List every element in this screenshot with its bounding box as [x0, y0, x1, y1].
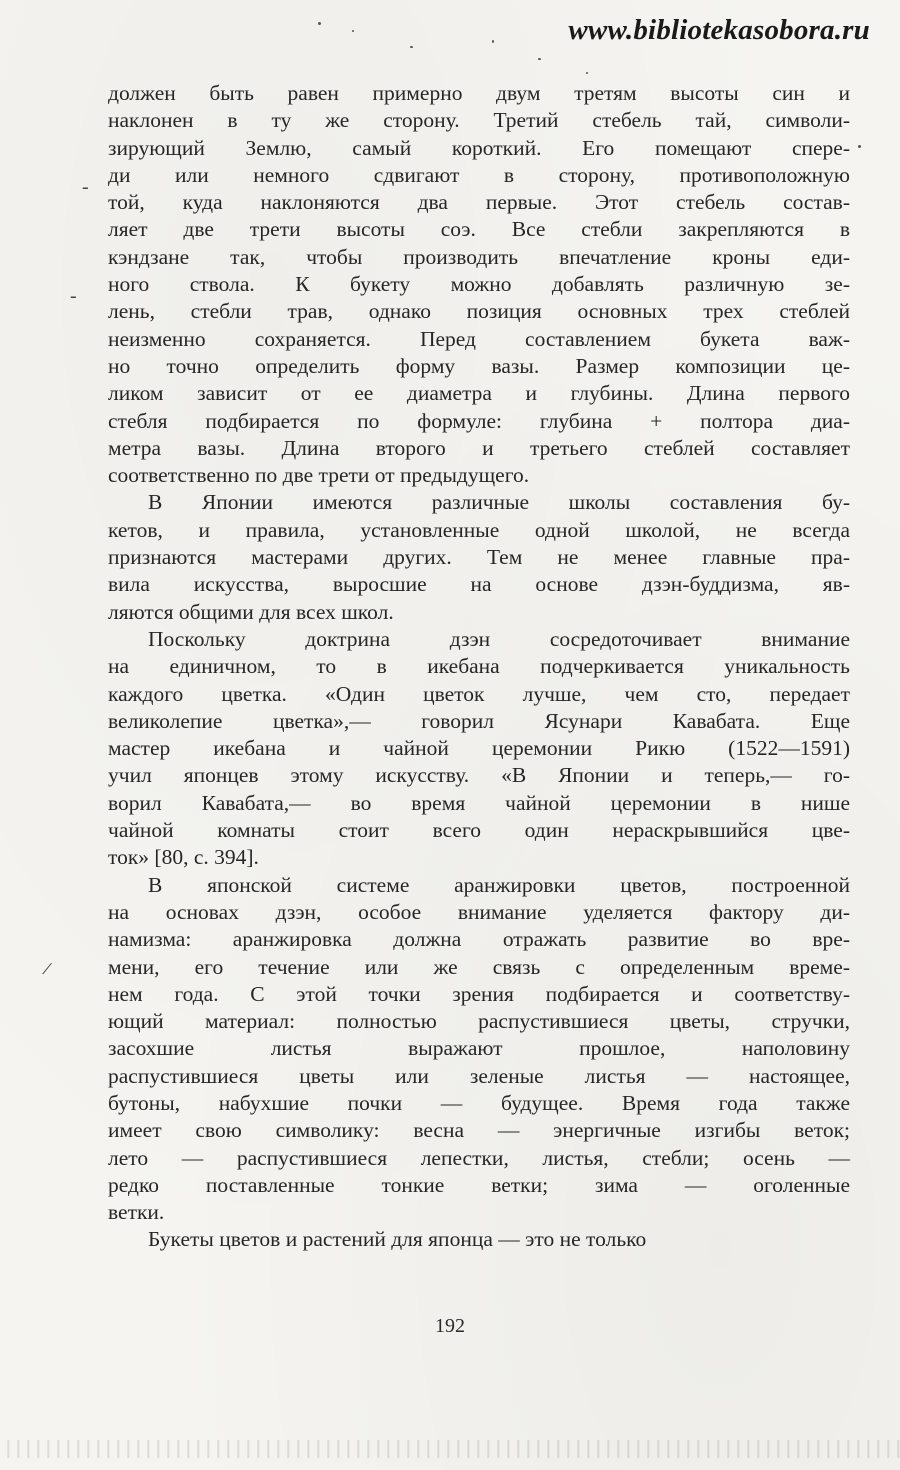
text-line: зирующий Землю, самый короткий. Его помещают спере-	[108, 135, 850, 160]
text-line: бутоны, набухшие почки — будущее. Время года также	[108, 1090, 850, 1115]
paragraph	[108, 80, 850, 489]
text-line: но точно определить форму вазы. Размер композиции це-	[108, 353, 850, 378]
text-line: Поскольку доктрина дзэн сосредоточивает внимание	[148, 626, 850, 651]
text-line: ди или немного сдвигают в сторону, противоположную	[108, 162, 850, 187]
site-watermark: www.bibliotekasobora.ru	[568, 14, 870, 46]
text-line: соответственно по две трети от предыдущего.	[108, 463, 530, 488]
text-line: каждого цветка. «Один цветок лучше, чем сто, передает	[108, 681, 850, 706]
text-line: ток» [80, с. 394].	[108, 845, 259, 870]
body-text	[108, 80, 850, 1254]
text-line: той, куда наклоняются два первые. Этот стебель состав-	[108, 190, 850, 215]
text-line: ного ствола. К букету можно добавлять различную зе-	[108, 272, 850, 297]
text-line: ворил Кавабата,— во время чайной церемонии в нише	[108, 790, 850, 815]
text-line: стебля подбирается по формуле: глубина + полтора диа-	[108, 408, 850, 433]
scan-speck	[858, 145, 861, 148]
text-line: имеет свою символику: весна — энергичные изгибы веток;	[108, 1118, 850, 1143]
text-line: на единичном, то в икебана подчеркивается уникальность	[108, 654, 850, 679]
text-line: ветки.	[108, 1200, 165, 1225]
text-line: В Японии имеются различные школы составления бу-	[148, 490, 850, 515]
paragraph	[108, 489, 850, 625]
text-line: мастер икебана и чайной церемонии Рикю (1522—1591)	[108, 736, 850, 761]
text-line: намизма: аранжировка должна отражать развитие во вре-	[108, 927, 850, 952]
text-line: засохшие листья выражают прошлое, наполовину	[108, 1036, 850, 1061]
text-line: на основах дзэн, особое внимание уделяется фактору ди-	[108, 899, 850, 924]
text-line: В японской системе аранжировки цветов, построенной	[148, 872, 850, 897]
text-line: нем года. С этой точки зрения подбирается и соответству-	[108, 981, 850, 1006]
text-line: распустившиеся цветы или зеленые листья — настоящее,	[108, 1063, 850, 1088]
text-line: неизменно сохраняется. Перед составлением букета важ-	[108, 326, 850, 351]
text-line: метра вазы. Длина второго и третьего стеблей составляет	[108, 435, 850, 460]
scan-speck	[410, 46, 413, 48]
margin-dash-mark: -	[70, 285, 77, 307]
paragraph	[108, 626, 850, 872]
paragraph	[108, 1226, 850, 1253]
page-number: 192	[435, 1315, 465, 1337]
scan-speck	[352, 30, 354, 32]
text-line: ликом зависит от ее диаметра и глубины. Длина первого	[108, 381, 850, 406]
text-line: должен быть равен примерно двум третям высоты син и	[108, 81, 850, 105]
text-line: кэндзане так, чтобы производить впечатление кроны еди-	[108, 244, 850, 269]
text-line: Букеты цветов и растений для японца — это не только	[148, 1227, 647, 1252]
text-line: чайной комнаты стоит всего один нераскрывшийся цве-	[108, 818, 850, 843]
paragraph	[108, 872, 850, 1227]
margin-tick-mark: /	[40, 957, 54, 981]
scan-edge-noise	[0, 1440, 900, 1458]
text-line: учил японцев этому искусству. «В Японии и теперь,— го-	[108, 763, 850, 788]
scan-speck	[492, 40, 494, 43]
text-line: мени, его течение или же связь с определенным време-	[108, 954, 850, 979]
text-line: наклонен в ту же сторону. Третий стебель тай, символи-	[108, 108, 850, 133]
text-line: вила искусства, выросшие на основе дзэн-буддизма, яв-	[108, 572, 850, 597]
text-line: ляются общими для всех школ.	[108, 599, 394, 624]
text-line: кетов, и правила, установленные одной школой, не всегда	[108, 517, 850, 542]
text-line: признаются мастерами других. Тем не менее главные пра-	[108, 545, 850, 570]
text-line: ющий материал: полностью распустившиеся цветы, стручки,	[108, 1009, 850, 1034]
scan-speck	[586, 72, 588, 74]
text-line: лето — распустившиеся лепестки, листья, стебли; осень —	[108, 1145, 850, 1170]
margin-dash-mark: -	[82, 176, 89, 198]
text-line: редко поставленные тонкие ветки; зима — оголенные	[108, 1172, 850, 1197]
text-line: ляет две трети высоты соэ. Все стебли закрепляются в	[108, 217, 850, 242]
scan-speck	[318, 22, 321, 25]
scan-speck	[538, 58, 541, 60]
text-line: великолепие цветка»,— говорил Ясунари Кавабата. Еще	[108, 708, 850, 733]
text-line: лень, стебли трав, однако позиция основных трех стеблей	[108, 299, 850, 324]
